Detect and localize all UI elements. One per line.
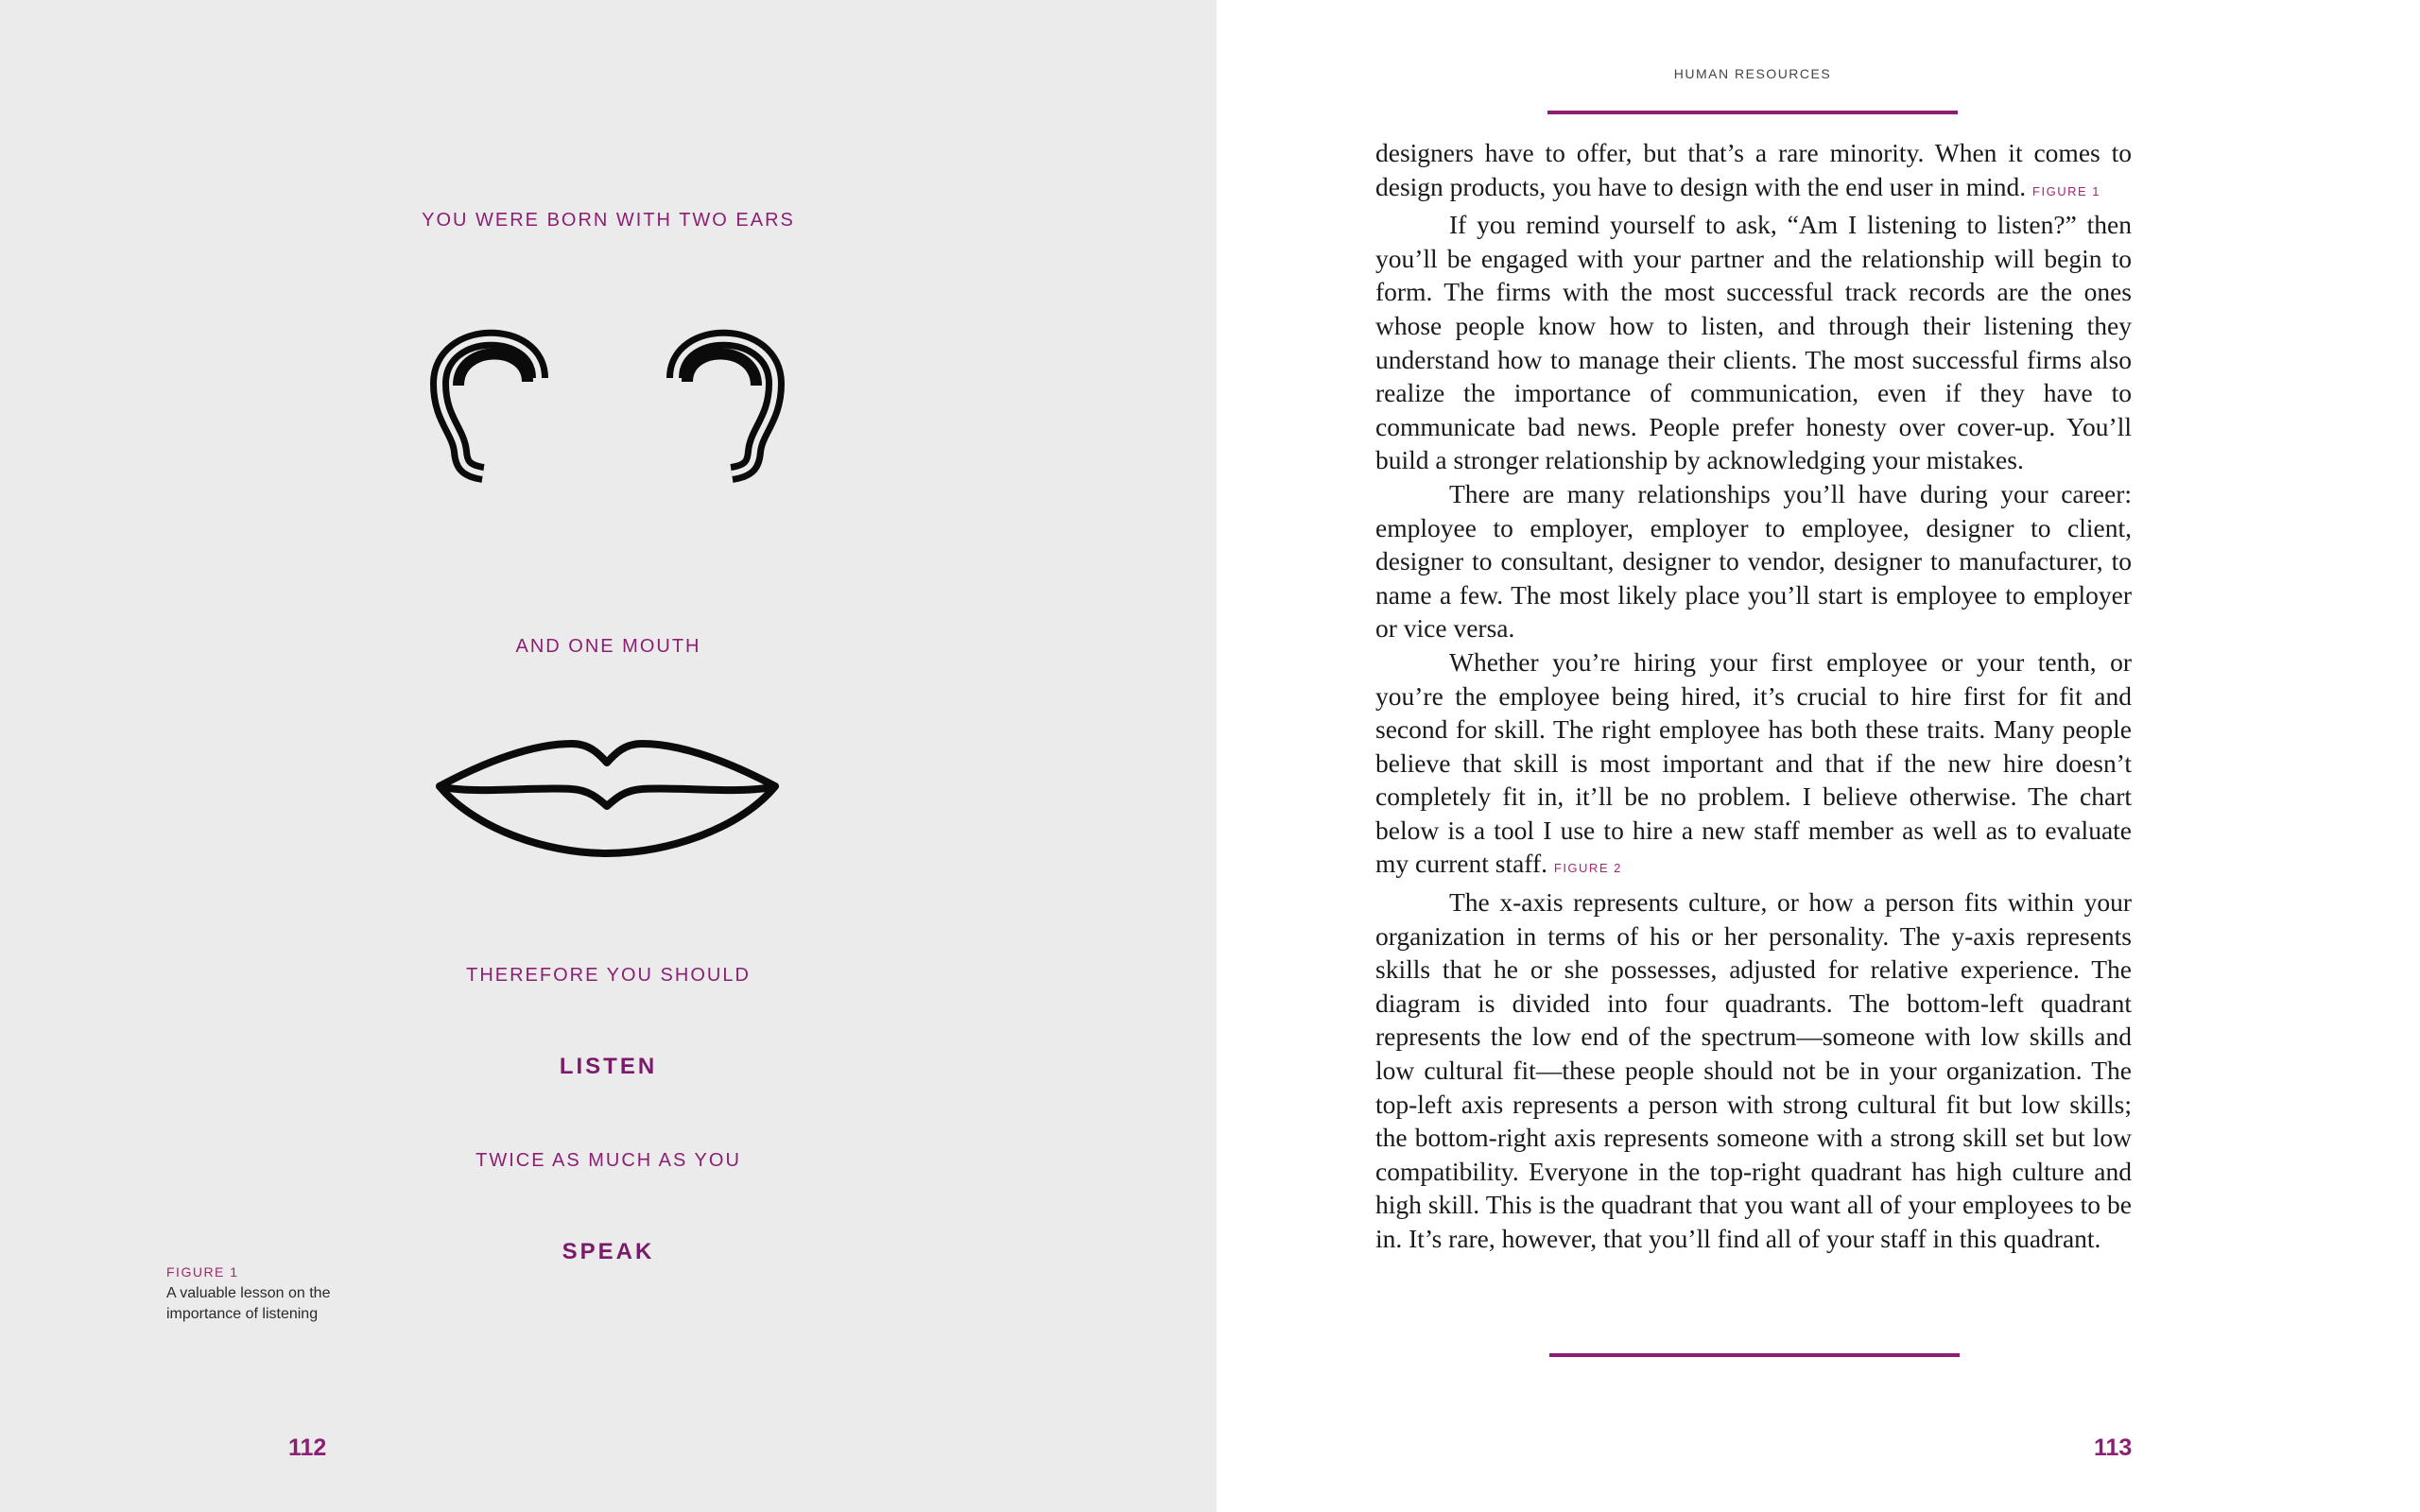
page-number-right: 113 <box>2094 1435 2133 1461</box>
body-text <box>1375 136 2132 1256</box>
page-number-left: 112 <box>288 1435 327 1461</box>
paragraph: There are many relationships you’ll have during your career: employee to employer, employer to employee, designer to client, designer to consultant, designer to vendor, designer to manufacturer, to name a few. The most likely place you’ll start is employee to employer or vice versa. <box>1375 478 2132 644</box>
paragraph: If you remind yourself to ask, “Am I listening to listen?” then you’ll be engaged with your partner and the relationship will begin to form. The firms with the most successful track records are the ones whose people know how to listen, and through their listening they understand how to manage their clients. The most successful firms also realize the importance of communication, even if they have to communicate bad news. People prefer honesty over cover-up. You’ll build a stronger relationship by acknowledging your mistakes. <box>1375 210 2132 475</box>
figure-reference: FIGURE 2 <box>1553 861 1622 876</box>
left-ear-icon <box>421 319 548 485</box>
lips-icon <box>430 732 785 865</box>
heading-one-mouth: AND ONE MOUTH <box>515 636 701 657</box>
right-ear-icon <box>666 319 794 485</box>
heading-two-ears: YOU WERE BORN WITH TWO EARS <box>422 210 795 231</box>
figure-caption: A valuable lesson on the importance of listening <box>166 1285 331 1322</box>
paragraph: The x-axis represents culture, or how a person fits within your organization in terms of his or her personality. The y-axis represents skills that he or she possesses, adjusted for relative experience. The diagram is divided into four quadrants. The bottom-left quadrant represents the low end of the spectrum—someone with low skills and low cultural fit—these people should not be in your organization. The top-left axis represents a person with strong cultural fit but low skills; the bottom-right axis represents someone with a strong skill set but low compatibility. Everyone in the top-right quadrant has high culture and high skill. This is the quadrant that you want all of your employees to be in. It’s rare, however, that you’ll find all of your staff in this quadrant. <box>1375 887 2132 1253</box>
heading-twice-as-much: TWICE AS MUCH AS YOU <box>475 1150 741 1171</box>
paragraph: Whether you’re hiring your first employee or your tenth, or you’re the employee being hired, it’s crucial to hire first for fit and second for skill. The right employee has both these traits. Many people believe that skill is most important and that if the new hire doesn’t completely fit in, it’ll be no problem. I believe otherwise. The chart below is a tool I use to hire a new staff member as well as to evaluate my current staff. FIGURE 2 <box>1375 646 2132 879</box>
figure-label: FIGURE 1 <box>166 1264 239 1280</box>
heading-listen: LISTEN <box>559 1054 658 1079</box>
heading-speak: SPEAK <box>562 1239 655 1264</box>
bottom-rule <box>1549 1353 1960 1357</box>
heading-therefore: THEREFORE YOU SHOULD <box>466 965 751 986</box>
figure-reference: FIGURE 1 <box>2032 183 2101 198</box>
paragraph: designers have to offer, but that’s a rare minority. When it comes to design products, you have to design with the end user in mind. FIGURE 1 <box>1375 138 2132 201</box>
top-rule <box>1547 111 1958 114</box>
running-head: HUMAN RESOURCES <box>1673 66 1832 81</box>
